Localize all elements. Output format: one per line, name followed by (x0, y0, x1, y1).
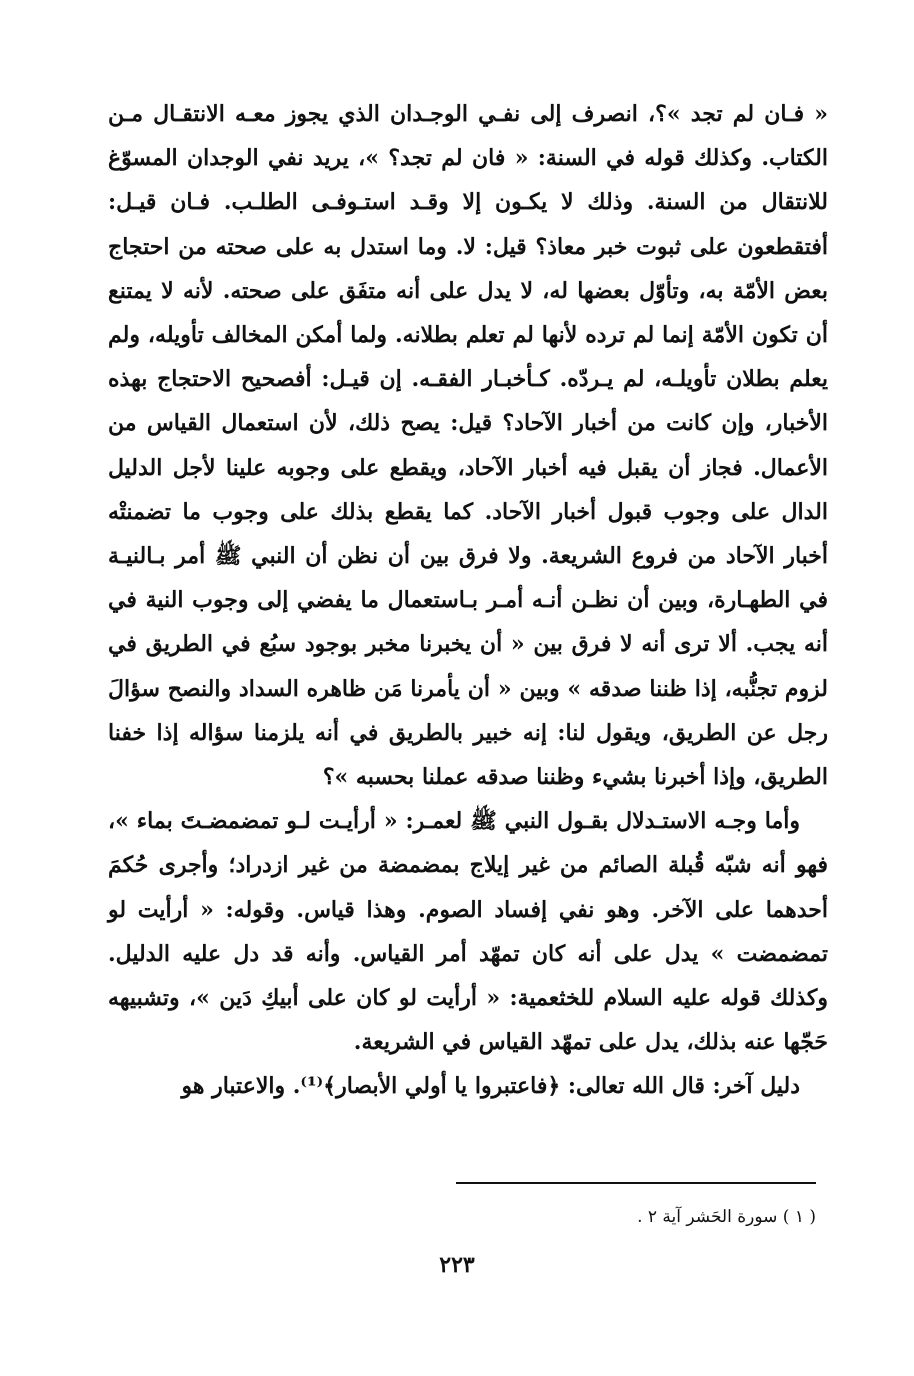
page-number: ٢٢٣ (439, 1252, 475, 1278)
paragraph-1: « فـان لم تجد »؟، انصرف إلى نفـي الوجـدان الذي يجوز معـه الانتقـال مـن الكتاب. وكذلك قوله في السنة: « فان لم تجد؟ »، يريد نفي الوجدان المسوّغ للانتقال من السنة. وذلك لا يكـون إلا وقـد استـوفـى الطلـب. فـان قيـل: أفتقطعون على ثبوت خبر معاذ؟ قيل: لا. وما استدل به على صحته من احتجاج بعض الأمّة به، وتأوّل بعضها له، لا يدل على أنه متفَق على صحته. لأنه لا يمتنع أن تكون الأمّة إنما لم ترده لأنها لم تعلم بطلانه. ولما أمكن المخالف تأويله، ولم يعلم بطلان تأويلـه، لم يـردّه. كـأخبـار الفقـه. إن قيـل: أفصحيح الاحتجاج بهذه الأخبار، وإن كانت من أخبار الآحاد؟ قيل: يصح ذلك، لأن استعمال القياس من الأعمال. فجاز أن يقبل فيه أخبار الآحاد، ويقطع على وجوبه علينا لأجل الدليل الدال على وجوب قبول أخبار الآحاد. كما يقطع بذلك على وجوب ما تضمنتْه أخبار الآحاد من فروع الشريعة. ولا فرق بين أن نظن أن النبي ﷺ أمر بـالنيـة في الطهـارة، وبين أن نظـن أنـه أمـر بـاستعمال ما يفضي إلى وجوب النية في أنه يجب. ألا ترى أنه لا فرق بين « أن يخبرنا مخبر بوجود سبُع في الطريق في لزوم تجنُّبه، إذا ظننا صدقه » وبين « أن يأمرنا مَن ظاهره السداد والنصح سؤالَ رجل عن الطريق، ويقول لنا: إنه خبير بالطريق في أنه يلزمنا سؤاله إذا خفنا الطريق، وإذا أخبرنا بشيء وظننا صدقه عملنا بحسبه »؟ (108, 101, 829, 791)
footnote-divider (456, 1182, 816, 1184)
footnote: ( ١ ) سورة الحَشر آية ٢ . (637, 1207, 816, 1227)
paragraph-2: وأما وجـه الاستـدلال بقـول النبي ﷺ لعمـر: « أرأيـت لـو تمضمضـتَ بماء »، فهو أنه شبّه قُبلة الصائم من غير إيلاج بمضمضة من غير ازدراد؛ وأجرى حُكمَ أحدهما على الآخر. وهو نفي إفساد الصوم. وهذا قياس. وقوله: « أرأيت لو تمضمضت » يدل على أنه كان تمهّد أمر القياس. وأنه قد دل عليه الدليل. وكذلك قوله عليه السلام للخثعمية: « أرأيت لو كان على أبيكِ دَين »، وتشبيهه حَجّها عنه بذلك، يدل على تمهّد القياس في الشريعة. (108, 808, 828, 1056)
main-text-block (108, 92, 828, 1109)
paragraph-3: دليل آخر: قال الله تعالى: ﴿فاعتبروا يا أولي الأبصار﴾⁽¹⁾. والاعتبار هو (181, 1073, 800, 1100)
